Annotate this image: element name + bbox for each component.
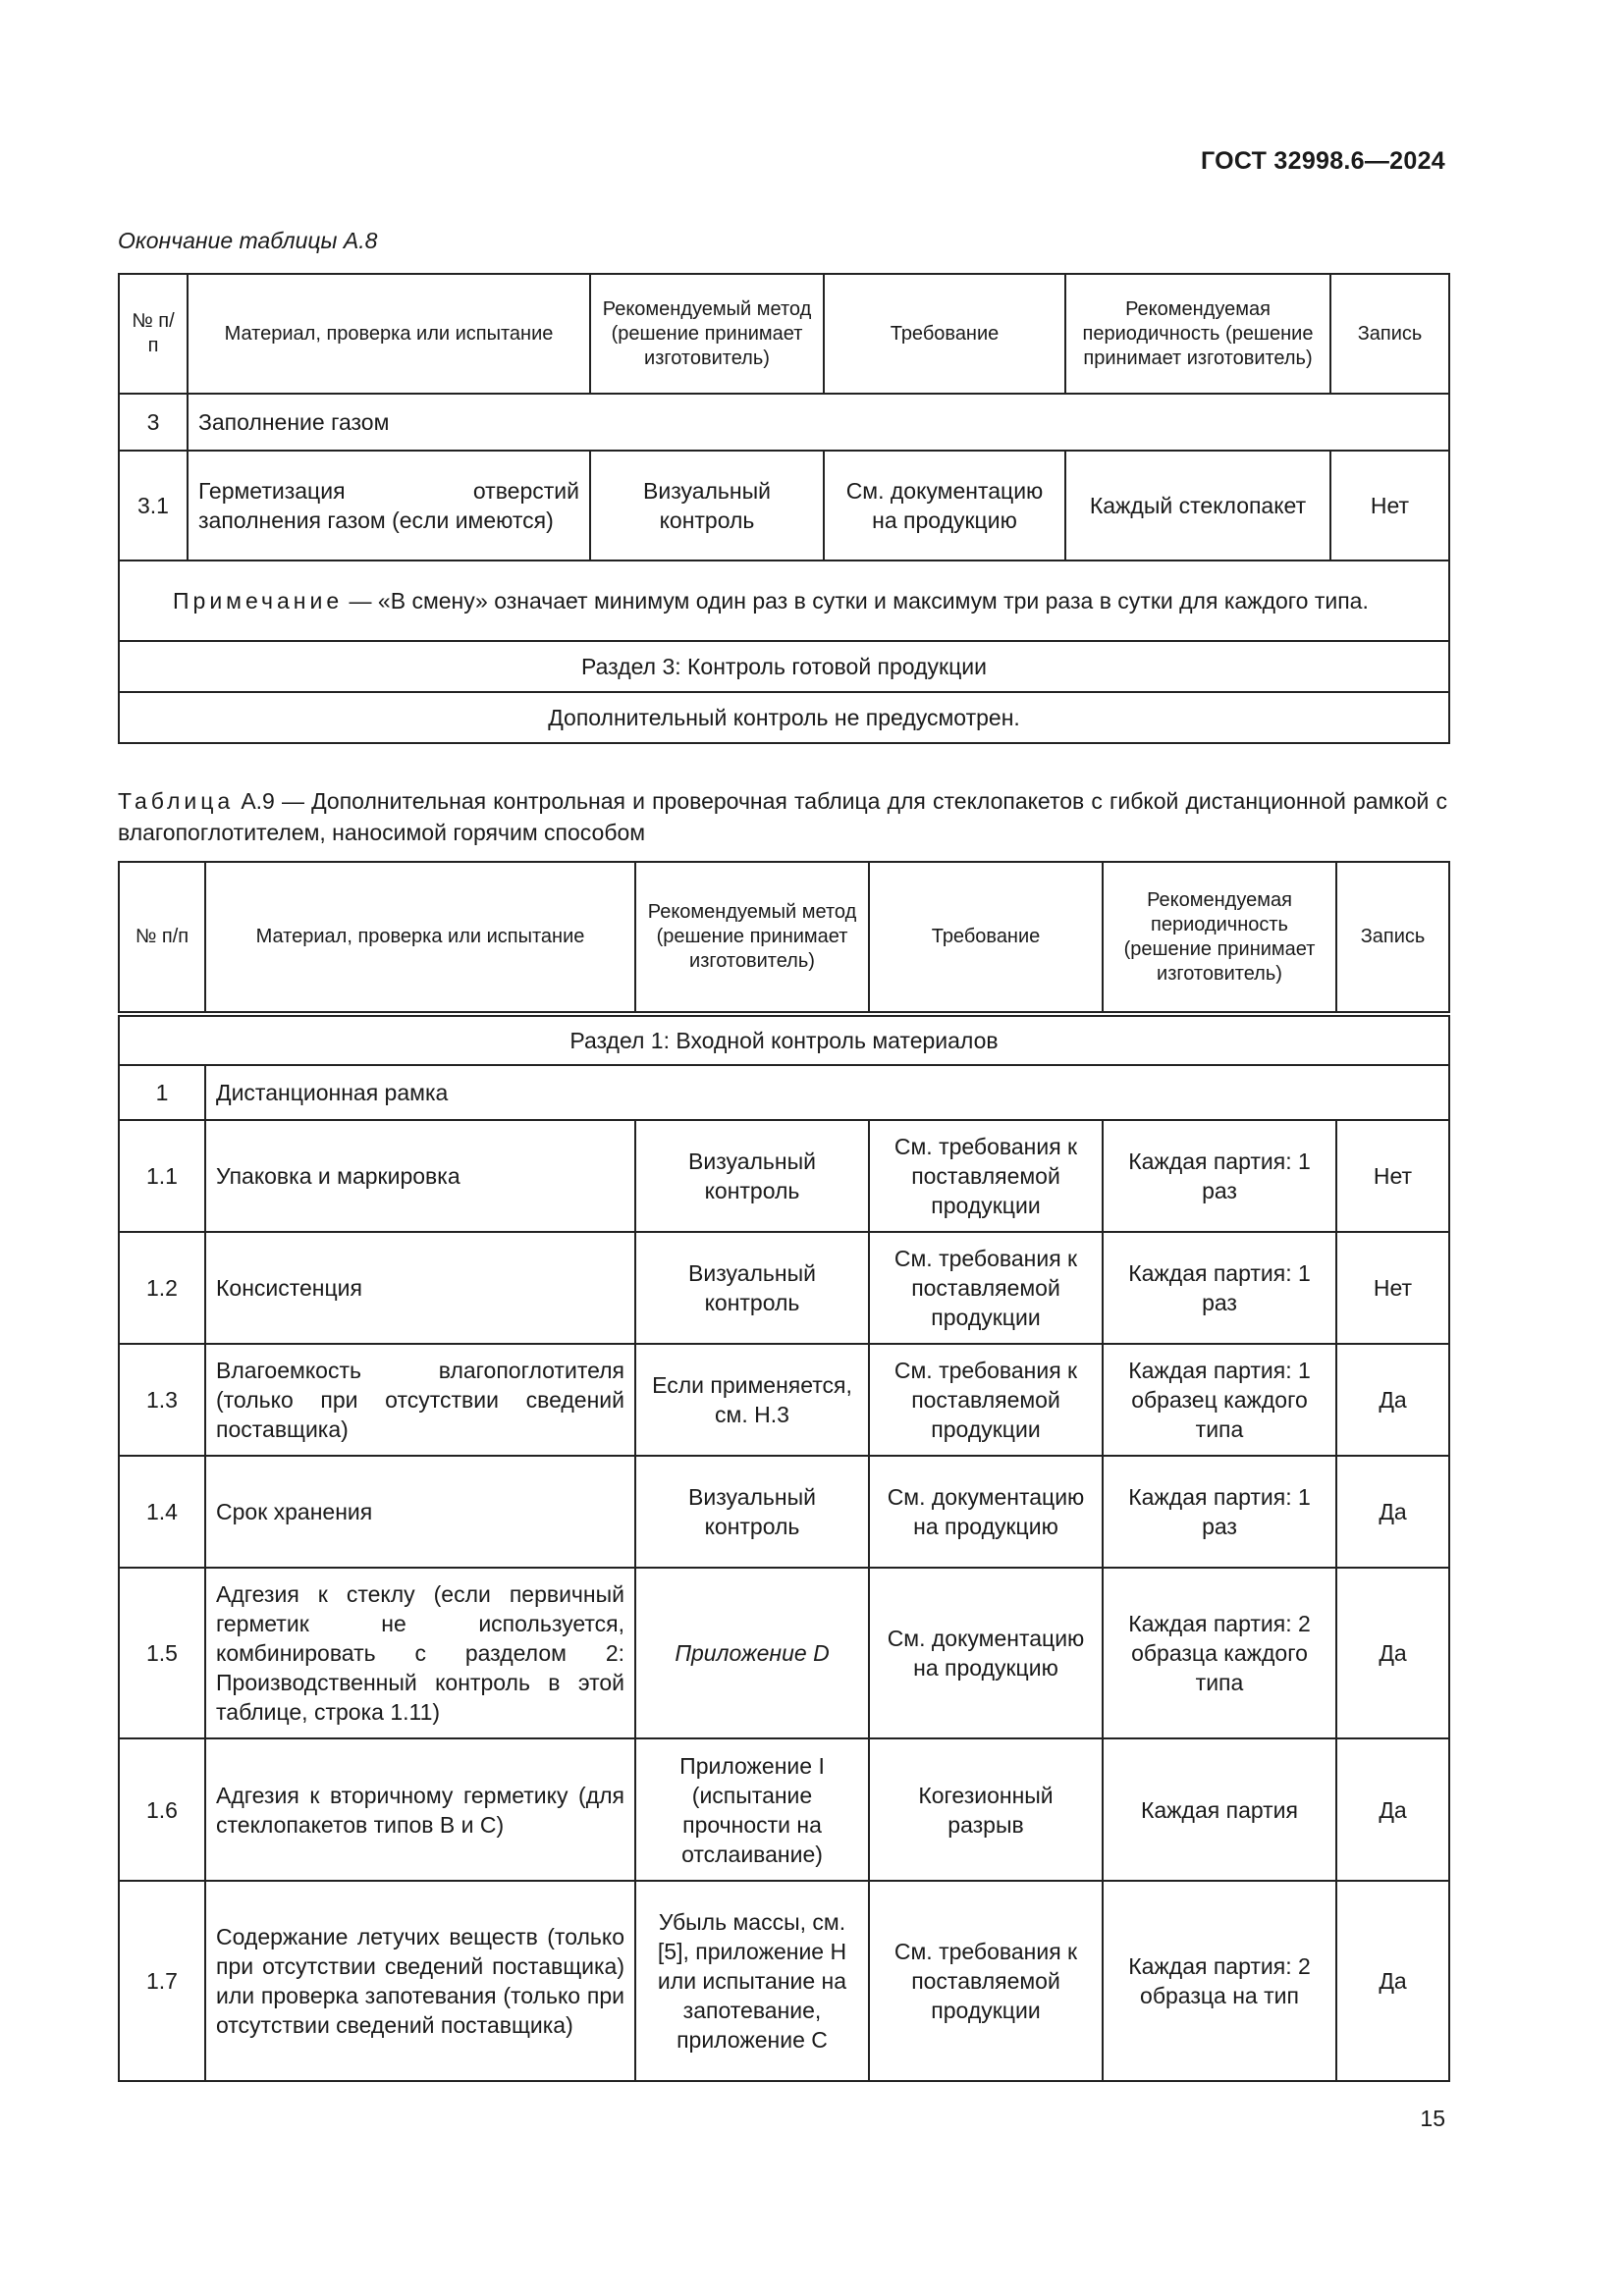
row-num: 1.6 (119, 1738, 205, 1881)
col-header-period: Рекомендуемая периодичность (решение принимает изготовитель) (1103, 862, 1336, 1014)
group-num: 3 (119, 394, 188, 451)
row-record: Да (1336, 1456, 1449, 1568)
table-row (119, 1881, 1449, 2081)
row-period: Каждая партия: 1 раз (1103, 1120, 1336, 1232)
col-header-num: № п/п (119, 862, 205, 1014)
col-header-period: Рекомендуемая периодичность (решение принимает изготовитель) (1065, 274, 1330, 394)
row-method: Визуальный контроль (590, 451, 824, 561)
row-method: Если применяется, см. Н.3 (635, 1344, 869, 1456)
row-period: Каждая партия: 2 образца на тип (1103, 1881, 1336, 2081)
group-num: 1 (119, 1065, 205, 1120)
section-row (119, 641, 1449, 692)
row-test: Адгезия к вторичному герметику (для стеклопакетов типов В и С) (205, 1738, 635, 1881)
row-num: 1.2 (119, 1232, 205, 1344)
note-cell (119, 561, 1449, 641)
table-a9-caption (118, 785, 1447, 848)
table-row (119, 451, 1449, 561)
row-method: Убыль массы, см. [5], приложение Н или испытание на запотевание, приложение С (635, 1881, 869, 2081)
row-test: Срок хранения (205, 1456, 635, 1568)
row-record: Да (1336, 1738, 1449, 1881)
table-row (119, 1568, 1449, 1738)
note-label: Примечание (173, 588, 344, 614)
caption-label: Таблица (118, 788, 235, 814)
row-record: Нет (1336, 1120, 1449, 1232)
section-1-title: Раздел 1: Входной контроль материалов (119, 1014, 1449, 1065)
document-code: ГОСТ 32998.6—2024 (1200, 147, 1445, 175)
row-period: Каждая партия: 1 раз (1103, 1232, 1336, 1344)
row-record: Да (1336, 1881, 1449, 2081)
col-header-method: Рекомендуемый метод (решение принимает изготовитель) (635, 862, 869, 1014)
page-number: 15 (1420, 2106, 1445, 2131)
row-period: Каждый стеклопакет (1065, 451, 1330, 561)
row-method: Визуальный контроль (635, 1232, 869, 1344)
row-num: 3.1 (119, 451, 188, 561)
row-method: Визуальный контроль (635, 1120, 869, 1232)
row-method: Визуальный контроль (635, 1456, 869, 1568)
caption-text: А.9 — Дополнительная контрольная и проверочная таблица для стеклопакетов с гибкой дистанционной рамкой с влагопоглотителем, наносимой горячим способом (118, 788, 1447, 845)
row-requirement: См. требования к поставляемой продукции (869, 1120, 1103, 1232)
row-test: Упаковка и маркировка (205, 1120, 635, 1232)
row-num: 1.3 (119, 1344, 205, 1456)
row-test: Адгезия к стеклу (если первичный герметик не используется, комбинировать с разделом 2: Производственный контроль в этой таблице, строка 1.11) (205, 1568, 635, 1738)
col-header-test: Материал, проверка или испытание (188, 274, 590, 394)
table-row (119, 1738, 1449, 1881)
table-row (119, 1456, 1449, 1568)
row-num: 1.7 (119, 1881, 205, 2081)
table-a8-end (118, 273, 1450, 744)
section-3-note: Дополнительный контроль не предусмотрен. (119, 692, 1449, 743)
row-test: Содержание летучих веществ (только при отсутствии сведений поставщика) или проверка запотевания (только при отсутствии сведений поставщика) (205, 1881, 635, 2081)
row-record: Нет (1330, 451, 1449, 561)
col-header-method: Рекомендуемый метод (решение принимает изготовитель) (590, 274, 824, 394)
section-row (119, 1014, 1449, 1065)
section-note-row (119, 692, 1449, 743)
group-label: Дистанционная рамка (205, 1065, 1449, 1120)
col-header-test: Материал, проверка или испытание (205, 862, 635, 1014)
row-requirement: См. документацию на продукцию (869, 1456, 1103, 1568)
row-num: 1.4 (119, 1456, 205, 1568)
table-row (119, 1344, 1449, 1456)
row-requirement: См. требования к поставляемой продукции (869, 1344, 1103, 1456)
row-requirement: См. требования к поставляемой продукции (869, 1881, 1103, 2081)
row-num: 1.1 (119, 1120, 205, 1232)
table-a9 (118, 861, 1450, 2082)
row-test: Консистенция (205, 1232, 635, 1344)
group-row (119, 1065, 1449, 1120)
table-row (119, 1232, 1449, 1344)
row-period: Каждая партия: 1 раз (1103, 1456, 1336, 1568)
col-header-record: Запись (1336, 862, 1449, 1014)
row-method: Приложение I (испытание прочности на отслаивание) (635, 1738, 869, 1881)
row-record: Да (1336, 1568, 1449, 1738)
group-label: Заполнение газом (188, 394, 1449, 451)
section-3-title: Раздел 3: Контроль готовой продукции (119, 641, 1449, 692)
col-header-record: Запись (1330, 274, 1449, 394)
row-requirement: См. документацию на продукцию (824, 451, 1065, 561)
row-test: Влагоемкость влагопоглотителя (только при отсутствии сведений поставщика) (205, 1344, 635, 1456)
col-header-requirement: Требование (824, 274, 1065, 394)
row-record: Нет (1336, 1232, 1449, 1344)
row-method: Приложение D (635, 1568, 869, 1738)
row-requirement: См. требования к поставляемой продукции (869, 1232, 1103, 1344)
table-header-row (119, 862, 1449, 1014)
col-header-requirement: Требование (869, 862, 1103, 1014)
row-num: 1.5 (119, 1568, 205, 1738)
note-row (119, 561, 1449, 641)
row-period: Каждая партия (1103, 1738, 1336, 1881)
row-record: Да (1336, 1344, 1449, 1456)
table-continuation-caption: Окончание таблицы А.8 (118, 228, 378, 253)
row-requirement: См. документацию на продукцию (869, 1568, 1103, 1738)
group-row (119, 394, 1449, 451)
row-requirement: Когезионный разрыв (869, 1738, 1103, 1881)
row-test: Герметизация отверстий заполнения газом (если имеются) (188, 451, 590, 561)
table-row (119, 1120, 1449, 1232)
table-header-row (119, 274, 1449, 394)
note-text: — «В смену» означает минимум один раз в сутки и максимум три раза в сутки для каждого типа. (343, 588, 1369, 614)
col-header-num: № п/п (119, 274, 188, 394)
row-period: Каждая партия: 2 образца каждого типа (1103, 1568, 1336, 1738)
row-period: Каждая партия: 1 образец каждого типа (1103, 1344, 1336, 1456)
